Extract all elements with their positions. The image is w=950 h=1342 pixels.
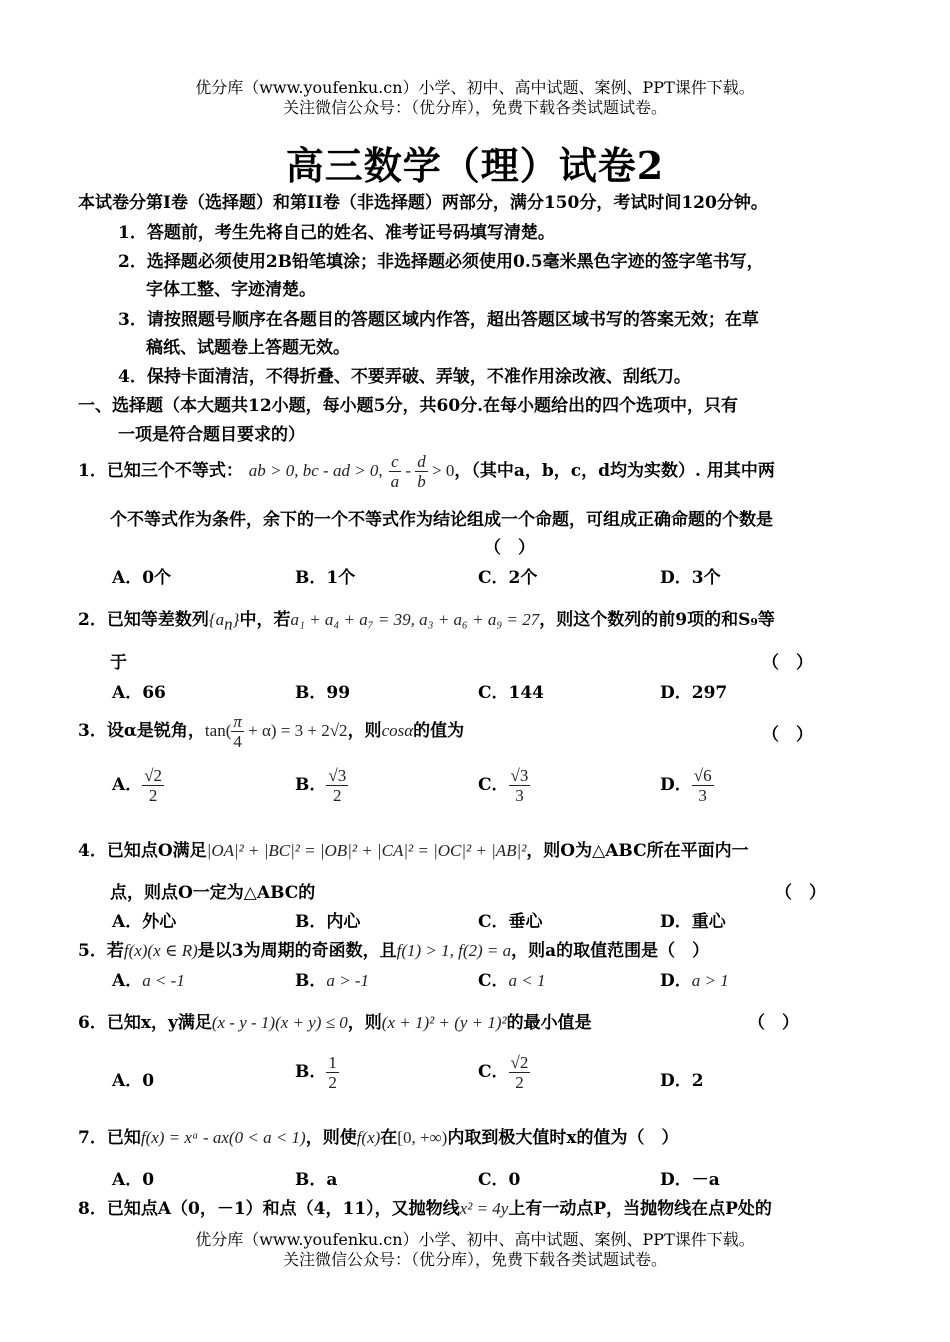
q6-suffix: 的最小值是	[506, 1013, 592, 1033]
option-label: C．	[478, 971, 509, 991]
q7-suffix: 内取到极大值时x的值为（ ）	[447, 1128, 679, 1148]
intro-text: 本试卷分第I卷（选择题）和第II卷（非选择题）两部分，满分150分，考试时间120分钟。	[78, 193, 768, 213]
option-value: 0	[142, 1071, 155, 1091]
question-6	[78, 1008, 592, 1033]
q7-mid-2: 在	[380, 1128, 398, 1148]
rule-4: 4．保持卡面清洁，不得折叠、不要弄破、弄皱，不准作用涂改液、刮纸刀。	[118, 367, 691, 387]
q3-tan: tan(	[204, 721, 232, 740]
page-title: 高三数学（理）试卷2	[285, 143, 665, 188]
option-label: A．	[112, 775, 143, 795]
q2-option-c: C．144	[478, 683, 545, 703]
question-8	[78, 1194, 772, 1219]
q7-option-a: A．0	[112, 1170, 155, 1190]
q2-prefix: 2．已知等差数列	[78, 610, 209, 630]
q4-answer-paren: （ ）	[775, 883, 826, 903]
q4-option-a: A．外心	[112, 912, 177, 932]
option-fraction	[326, 1053, 339, 1092]
rule-2: 2．选择题必须使用2B铅笔填涂；非选择题必须使用0.5毫米黑色字迹的签字笔书写，	[118, 252, 764, 272]
q5-math-2: f(1) > 1, f(2) = a	[396, 941, 512, 960]
q3-prefix: 3．设α是锐角，	[78, 721, 205, 741]
frac-numerator: π	[233, 712, 242, 731]
question-5	[78, 936, 709, 961]
frac-denominator: 2	[148, 786, 158, 805]
q5-math-1: f(x)(x ∈ R)	[123, 941, 198, 960]
q5-option-c	[478, 966, 546, 991]
q3-cos: cosα	[381, 721, 414, 740]
q7-mid: ，则使	[305, 1128, 357, 1148]
option-label: D．	[660, 775, 692, 795]
q1-option-a: A．0个	[112, 568, 172, 588]
option-label: C．	[478, 775, 509, 795]
frac-denominator: 3	[698, 786, 707, 805]
q1-option-b: B．1个	[295, 568, 356, 588]
q2-math: a₁ + a₄ + a₇ = 39, a₃ + a₆ + a₉ = 27	[290, 610, 540, 629]
q5-option-a	[112, 966, 185, 991]
option-label: B．	[295, 775, 327, 795]
q3-option-d	[660, 766, 714, 805]
q3-answer-paren: （ ）	[762, 725, 813, 745]
q7-math-2: f(x)	[356, 1128, 381, 1147]
q3-mid: ，则	[347, 721, 382, 741]
q4-option-c: C．垂心	[478, 912, 543, 932]
q2-suffix: ，则这个数列的前9项的和S₉等	[539, 610, 775, 630]
q1-option-d: D．3个	[660, 568, 721, 588]
question-3	[78, 712, 464, 751]
frac-denominator: 2	[328, 1073, 337, 1092]
option-label: A．	[112, 1071, 143, 1091]
frac-numerator: √6	[693, 766, 712, 785]
q4-suffix: ，则O为△ABC所在平面内一	[526, 841, 749, 861]
question-7	[78, 1123, 678, 1148]
section-heading: 一、选择题（本大题共12小题，每小题5分，共60分.在每小题给出的四个选项中，只有	[78, 396, 739, 416]
section-heading-cont: 一项是符合题目要求的）	[118, 425, 305, 445]
frac-denominator: 3	[515, 786, 524, 805]
option-label: B．	[295, 971, 327, 991]
option-fraction	[326, 766, 348, 805]
frac-numerator: √2	[510, 1053, 529, 1072]
q7-prefix: 7．已知	[78, 1128, 141, 1148]
q4-line-2: 点，则点O一定为△ABC的	[110, 883, 316, 903]
option-value: 2	[691, 1071, 704, 1091]
q3-option-c	[478, 766, 530, 805]
rule-3-cont: 稿纸、试题卷上答题无效。	[146, 338, 350, 358]
q1-line-2: 个不等式作为条件，余下的一个不等式作为结论组成一个命题，可组成正确命题的个数是	[110, 510, 773, 530]
frac-denominator: a	[390, 472, 400, 491]
q6-math-1: (x - y - 1)(x + y) ≤ 0	[211, 1013, 348, 1032]
q5-mid: 是以3为周期的奇函数，且	[197, 941, 397, 961]
q6-prefix: 6．已知x，y满足	[78, 1013, 212, 1033]
frac-denominator: b	[417, 472, 426, 491]
q2-seq: {a	[208, 610, 225, 629]
rule-1: 1．答题前，考生先将自己的姓名、准考证号码填写清楚。	[118, 223, 555, 243]
frac-denominator: 4	[233, 732, 242, 751]
option-fraction	[509, 766, 531, 805]
option-label: B．	[295, 1062, 327, 1082]
q7-option-d: D．－a	[660, 1170, 720, 1190]
q1-answer-paren: （ ）	[484, 538, 535, 558]
q4-option-d: D．重心	[660, 912, 726, 932]
question-4	[78, 836, 749, 861]
q5-prefix: 5．若	[78, 941, 124, 961]
rule-2-cont: 字体工整、字迹清楚。	[146, 280, 316, 300]
q6-option-d	[660, 1066, 704, 1091]
header-line-2: 关注微信公众号：（优分库），免费下载各类试题试卷。	[282, 98, 667, 117]
q3-option-a	[112, 766, 164, 805]
frac-numerator: 1	[328, 1053, 337, 1072]
option-label: C．	[478, 1062, 509, 1082]
q8-suffix: 上有一动点P，当抛物线在点P处的	[508, 1199, 772, 1219]
q2-line-2: 于	[110, 653, 127, 673]
q3-suffix: 的值为	[413, 721, 465, 741]
q1-fraction-d-b	[415, 452, 428, 491]
q2-option-b: B．99	[295, 683, 351, 703]
option-fraction	[692, 766, 714, 805]
q2-answer-paren: （ ）	[762, 653, 813, 673]
option-math: a > 1	[691, 971, 729, 990]
q1-prefix: 1．已知三个不等式：	[78, 461, 243, 481]
q1-fraction-c-a	[389, 452, 402, 491]
rule-3: 3．请按照题号顺序在各题目的答题区域内作答，超出答题区域书写的答案无效；在草	[118, 310, 759, 330]
q5-option-b	[295, 966, 369, 991]
q6-math-2: (x + 1)² + (y + 1)²	[381, 1013, 507, 1032]
frac-numerator: √2	[144, 766, 163, 785]
q1-math-end: > 0	[427, 461, 455, 480]
q6-option-a	[112, 1066, 154, 1091]
q2-seq-close: }	[232, 610, 240, 629]
q5-suffix: ，则a的取值范围是（ ）	[511, 941, 710, 961]
q6-option-c	[478, 1053, 530, 1092]
q4-math: |OA|² + |BC|² = |OB|² + |CA|² = |OC|² + |AB|²	[206, 841, 527, 860]
option-label: A．	[112, 971, 143, 991]
q1-suffix: ，（其中a，b，c，d均为实数）. 用其中两	[454, 461, 775, 481]
q3-option-b	[295, 766, 348, 805]
frac-numerator: √3	[328, 766, 347, 785]
q2-option-d: D．297	[660, 683, 728, 703]
option-math: a < 1	[508, 971, 546, 990]
frac-numerator: d	[417, 452, 426, 471]
option-fraction	[142, 766, 164, 805]
q4-option-b: B．内心	[295, 912, 361, 932]
q7-math-3: [0, +∞)	[397, 1128, 448, 1147]
frac-numerator: c	[389, 452, 402, 472]
q1-math: ab > 0, bc - ad > 0,	[248, 461, 383, 480]
q3-math: + α) = 3 + 2√2	[243, 721, 348, 740]
q4-prefix: 4．已知点O满足	[78, 841, 207, 861]
option-math: a < -1	[142, 971, 185, 990]
q2-mid: 中，若	[239, 610, 291, 630]
q2-seq-sub: n	[224, 614, 233, 634]
q5-option-d	[660, 966, 729, 991]
option-fraction	[509, 1053, 531, 1092]
q7-option-c: C．0	[478, 1170, 521, 1190]
option-label: D．	[660, 971, 692, 991]
option-math: a > -1	[326, 971, 370, 990]
frac-denominator: 2	[333, 786, 342, 805]
question-2	[78, 605, 775, 634]
q1-minus: -	[401, 461, 416, 480]
q7-math-1: f(x) = xᵃ - ax(0 < a < 1)	[140, 1128, 306, 1147]
q6-answer-paren: （ ）	[748, 1013, 799, 1033]
header-line-1: 优分库（www.youfenku.cn）小学、初中、高中试题、案例、PPT课件下载。	[195, 78, 755, 97]
q8-prefix: 8．已知点A（0，－1）和点（4，11），又抛物线	[78, 1199, 460, 1219]
q8-math: x² = 4y	[459, 1199, 509, 1218]
footer-line-1: 优分库（www.youfenku.cn）小学、初中、高中试题、案例、PPT课件下载。	[195, 1230, 755, 1249]
option-label: D．	[660, 1071, 692, 1091]
footer-line-2: 关注微信公众号：（优分库），免费下载各类试题试卷。	[282, 1250, 667, 1269]
q7-option-b: B．a	[295, 1170, 338, 1190]
q3-fraction-pi-4	[231, 712, 244, 751]
q2-option-a: A．66	[112, 683, 166, 703]
frac-numerator: √3	[510, 766, 529, 785]
q6-mid: ，则	[347, 1013, 382, 1033]
q6-option-b	[295, 1053, 339, 1092]
frac-denominator: 2	[515, 1073, 524, 1092]
question-1	[78, 452, 775, 491]
q1-option-c: C．2个	[478, 568, 538, 588]
